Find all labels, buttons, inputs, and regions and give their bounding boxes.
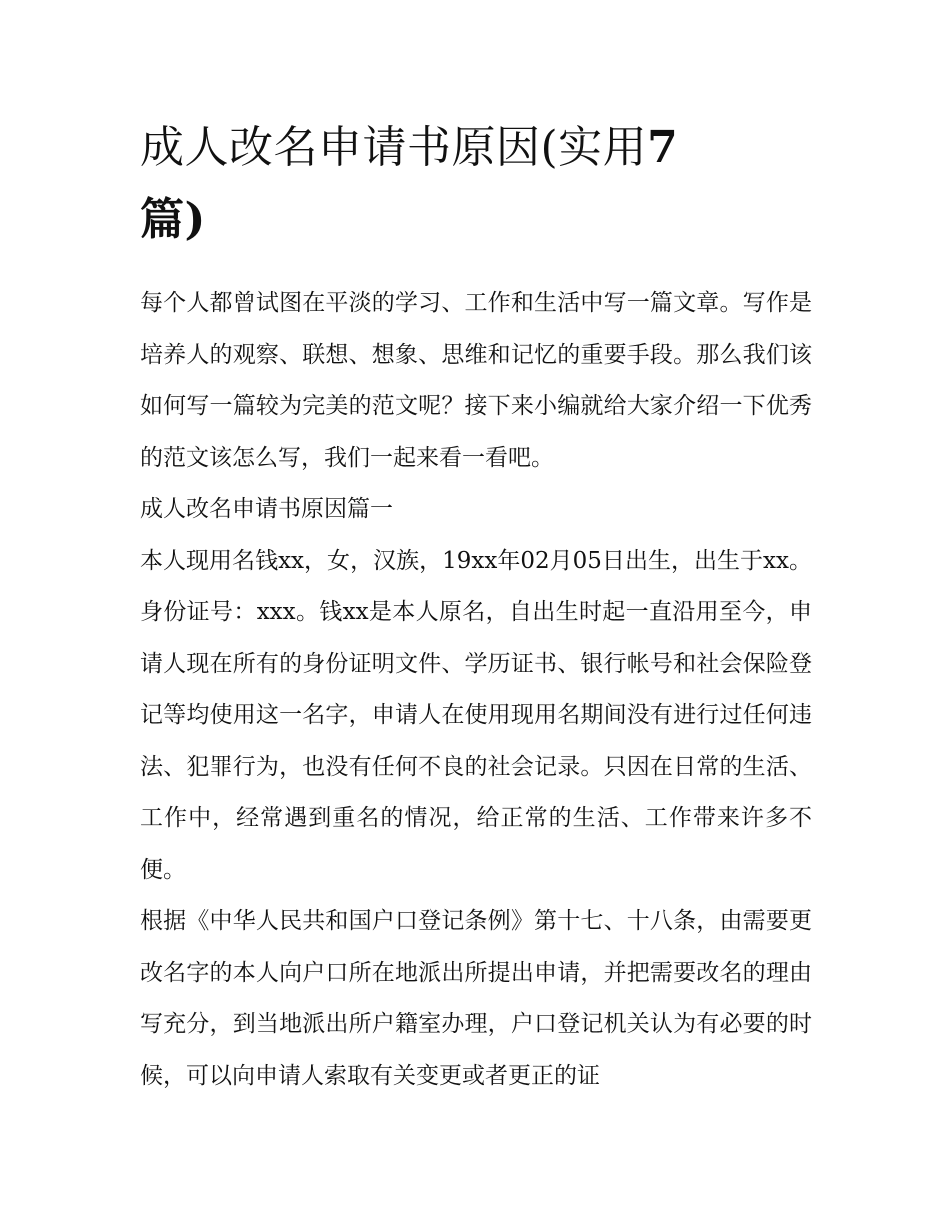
title-tail: 篇) <box>140 194 206 245</box>
document-body <box>140 112 812 1102</box>
section-heading: 成人改名申请书原因篇一 <box>140 496 393 522</box>
title-main: 成人改名申请书原因(实用 <box>140 122 648 173</box>
body-paragraph-2: 根据《中华人民共和国户口登记条例》第十七、十八条，由需要更改名字的本人向户口所在地派出所提出申请，并把需要改名的理由写充分，到当地派出所户籍室办理，户口登记机关认为有必要的时候，可以向申请人索取有关变更或者更正的证 <box>140 908 812 1089</box>
title-number: 7 <box>647 122 679 173</box>
intro-paragraph: 每个人都曾试图在平淡的学习、工作和生活中写一篇文章。写作是培养人的观察、联想、想象、思维和记忆的重要手段。那么我们该如何写一篇较为完美的范文呢？接下来小编就给大家介绍一下优秀的范文该怎么写，我们一起来看一看吧。 <box>140 290 812 471</box>
body-paragraph-1: 本人现用名钱xx，女，汉族，19xx年02月05日出生，出生于xx。身份证号：xxx。钱xx是本人原名，自出生时起一直沿用至今，申请人现在所有的身份证明文件、学历证书、银行帐号和社会保险登记等均使用这一名字，申请人在使用现用名期间没有进行过任何违法、犯罪行为，也没有任何不良的社会记录。只因在日常的生活、工作中，经常遇到重名的情况，给正常的生活、工作带来许多不便。 <box>140 547 812 883</box>
document-title <box>140 112 812 256</box>
